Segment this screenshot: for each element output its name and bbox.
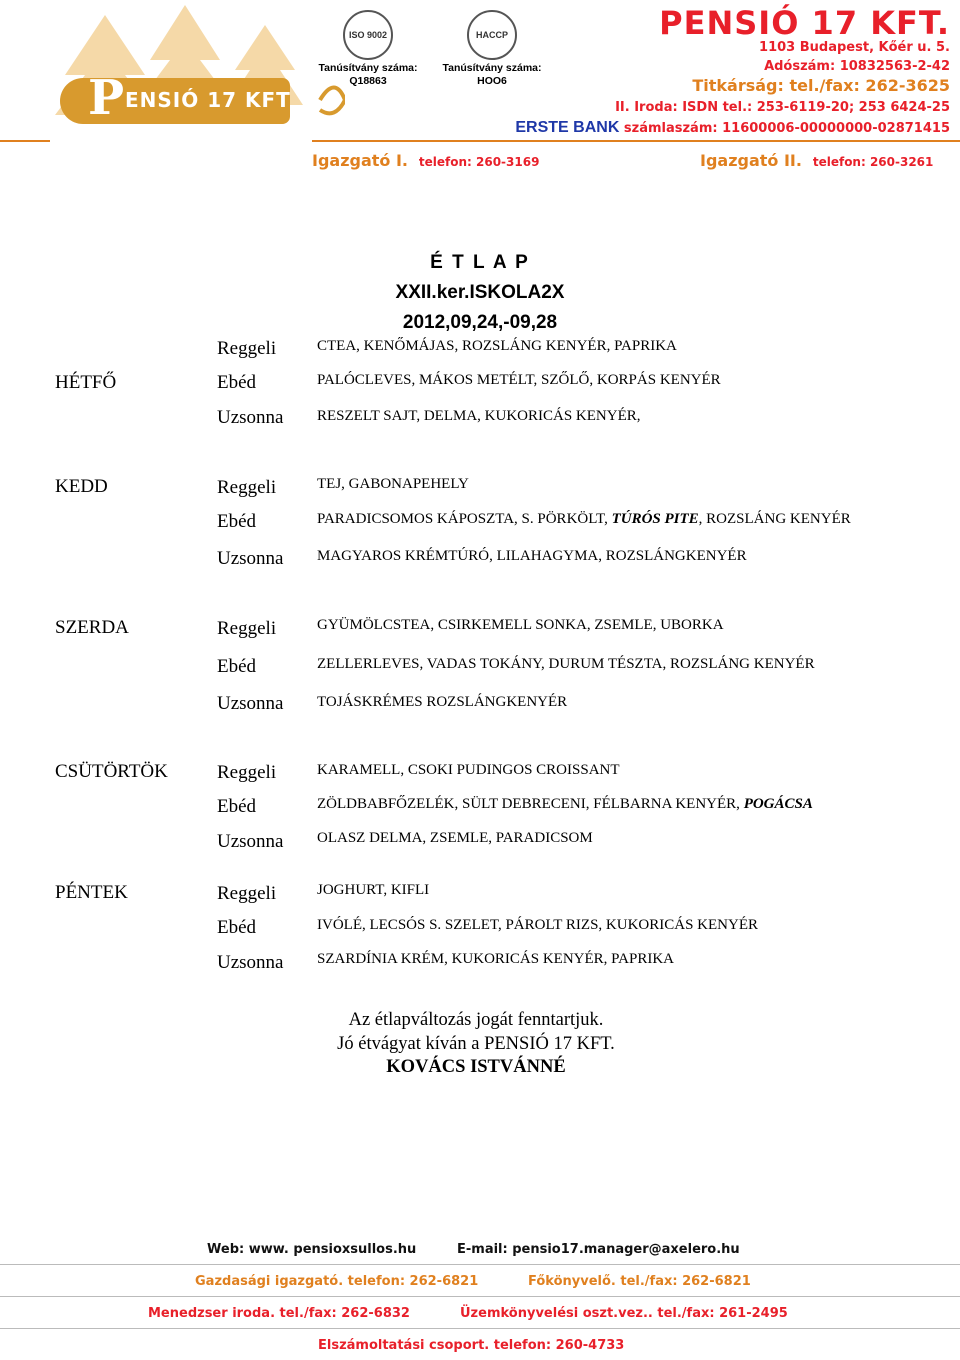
director1-label: Igazgató I. bbox=[312, 151, 409, 170]
iso-certificate bbox=[312, 10, 424, 88]
thursday-lunch: ZÖLDBABFŐZELÉK, SÜLT DEBRECENI, FÉLBARNA KENYÉR, POGÁCSA bbox=[317, 796, 813, 812]
friday-snack: SZARDÍNIA KRÉM, KUKORICÁS KENYÉR, PAPRIKA bbox=[317, 951, 674, 967]
wednesday-breakfast: GYÜMÖLCSTEA, CSIRKEMELL SONKA, ZSEMLE, UBORKA bbox=[317, 617, 724, 633]
thursday-lunch-highlight: POGÁCSA bbox=[743, 796, 813, 812]
director2-label: Igazgató II. bbox=[700, 151, 802, 170]
wednesday-snack: TOJÁSKRÉMES ROZSLÁNGKENYÉR bbox=[317, 694, 568, 710]
footer-manager-office: Menedzser iroda. tel./fax: 262-6832 bbox=[148, 1306, 410, 1321]
footer-accountant: Főkönyvelő. tel./fax: 262-6821 bbox=[528, 1274, 751, 1289]
header-divider bbox=[0, 140, 50, 142]
iso-badge-icon: ISO 9002 bbox=[343, 10, 393, 60]
footer-econ-director: Gazdasági igazgató. telefon: 262-6821 bbox=[195, 1274, 479, 1289]
cert-label: Tanúsítvány száma: bbox=[442, 62, 542, 74]
director2 bbox=[700, 151, 933, 170]
company-name: PENSIÓ 17 KFT. bbox=[659, 4, 950, 42]
meal-label-breakfast: Reggeli bbox=[217, 762, 277, 783]
tuesday-lunch-highlight: TÚRÓS PITE bbox=[611, 511, 699, 527]
monday-snack: RESZELT SAJT, DELMA, KUKORICÁS KENYÉR, bbox=[317, 408, 641, 424]
bank-name: ERSTE BANK bbox=[515, 119, 620, 136]
meal-label-lunch: Ebéd bbox=[217, 372, 257, 393]
footer-web: Web: www. pensioxsullos.hu bbox=[207, 1242, 417, 1257]
meal-label-breakfast: Reggeli bbox=[217, 338, 277, 359]
logo-letter: P bbox=[88, 70, 125, 126]
tuesday-lunch: PARADICSOMOS KÁPOSZTA, S. PÖRKÖLT, TÚRÓS PITE, ROZSLÁNG KENYÉR bbox=[317, 511, 851, 527]
day-wednesday: SZERDA bbox=[55, 617, 129, 638]
bank-info bbox=[515, 119, 950, 137]
menu-location: XXII.ker.ISKOLA2X bbox=[395, 282, 565, 303]
meal-label-lunch: Ebéd bbox=[217, 796, 257, 817]
meal-label-breakfast: Reggeli bbox=[217, 883, 277, 904]
haccp-badge-icon: HACCP bbox=[467, 10, 517, 60]
tax-number: Adószám: 10832563-2-42 bbox=[764, 59, 950, 74]
footer-divider bbox=[0, 1296, 960, 1297]
menu-change-note: Az étlapváltozás jogát fenntartjuk. bbox=[348, 1010, 604, 1030]
cert-label: Tanúsítvány száma: bbox=[318, 62, 418, 74]
meal-label-lunch: Ebéd bbox=[217, 917, 257, 938]
monday-breakfast: CTEA, KENŐMÁJAS, ROZSLÁNG KENYÉR, PAPRIKA bbox=[317, 338, 677, 354]
meal-label-snack: Uzsonna bbox=[217, 548, 284, 569]
footer-settlement-group: Elszámoltatási csoport. telefon: 260-4733 bbox=[318, 1338, 625, 1353]
bon-appetit-note: Jó étvágyat kíván a PENSIÓ 17 KFT. bbox=[337, 1034, 615, 1054]
wednesday-lunch: ZELLERLEVES, VADAS TOKÁNY, DURUM TÉSZTA, ROZSLÁNG KENYÉR bbox=[317, 656, 815, 672]
thursday-snack: OLASZ DELMA, ZSEMLE, PARADICSOM bbox=[317, 830, 593, 846]
meal-label-lunch: Ebéd bbox=[217, 656, 257, 677]
cert-number: Q18863 bbox=[349, 75, 387, 87]
director1-phone: telefon: 260-3169 bbox=[418, 155, 540, 169]
day-thursday: CSÜTÖRTÖK bbox=[55, 761, 168, 782]
footer-divider bbox=[0, 1264, 960, 1265]
day-monday: HÉTFŐ bbox=[55, 372, 117, 393]
cert-number: HOO6 bbox=[477, 75, 507, 87]
menu-dates: 2012,09,24,-09,28 bbox=[402, 312, 558, 333]
signature: KOVÁCS ISTVÁNNÉ bbox=[386, 1057, 566, 1077]
office-phone: II. Iroda: ISDN tel.: 253-6119-20; 253 6424-25 bbox=[615, 100, 950, 115]
logo-text: ENSIÓ 17 KFT bbox=[125, 88, 291, 112]
meal-label-breakfast: Reggeli bbox=[217, 618, 277, 639]
tuesday-snack: MAGYAROS KRÉMTÚRÓ, LILAHAGYMA, ROZSLÁNGKENYÉR bbox=[317, 548, 747, 564]
meal-label-snack: Uzsonna bbox=[217, 952, 284, 973]
meal-label-lunch: Ebéd bbox=[217, 511, 257, 532]
day-tuesday: KEDD bbox=[55, 476, 108, 497]
monday-lunch: PALÓCLEVES, MÁKOS METÉLT, SZŐLŐ, KORPÁS KENYÉR bbox=[317, 372, 721, 388]
friday-lunch: IVÓLÉ, LECSÓS S. SZELET, PÁROLT RIZS, KUKORICÁS KENYÉR bbox=[317, 917, 758, 933]
director1 bbox=[312, 151, 539, 170]
day-friday: PÉNTEK bbox=[55, 882, 128, 903]
bank-account: számlaszám: 11600006-00000000-02871415 bbox=[623, 121, 950, 136]
meal-label-breakfast: Reggeli bbox=[217, 477, 277, 498]
meal-label-snack: Uzsonna bbox=[217, 831, 284, 852]
footer-plant-accounting: Üzemkönyvelési oszt.vez.. tel./fax: 261-2495 bbox=[460, 1306, 788, 1321]
meal-label-snack: Uzsonna bbox=[217, 693, 284, 714]
company-address: 1103 Budapest, Kőér u. 5. bbox=[759, 40, 950, 55]
friday-breakfast: JOGHURT, KIFLI bbox=[317, 882, 430, 898]
secretariat-phone: Titkárság: tel./fax: 262-3625 bbox=[692, 76, 950, 95]
footer-divider bbox=[0, 1328, 960, 1329]
director2-phone: telefon: 260-3261 bbox=[812, 155, 934, 169]
thursday-breakfast: KARAMELL, CSOKI PUDINGOS CROISSANT bbox=[317, 762, 620, 778]
footer-email: E-mail: pensio17.manager@axelero.hu bbox=[457, 1242, 740, 1257]
meal-label-snack: Uzsonna bbox=[217, 407, 284, 428]
header-divider bbox=[312, 140, 960, 142]
haccp-certificate bbox=[436, 10, 548, 88]
menu-heading: É T L A P bbox=[430, 252, 530, 273]
tuesday-breakfast: TEJ, GABONAPEHELY bbox=[317, 476, 469, 492]
